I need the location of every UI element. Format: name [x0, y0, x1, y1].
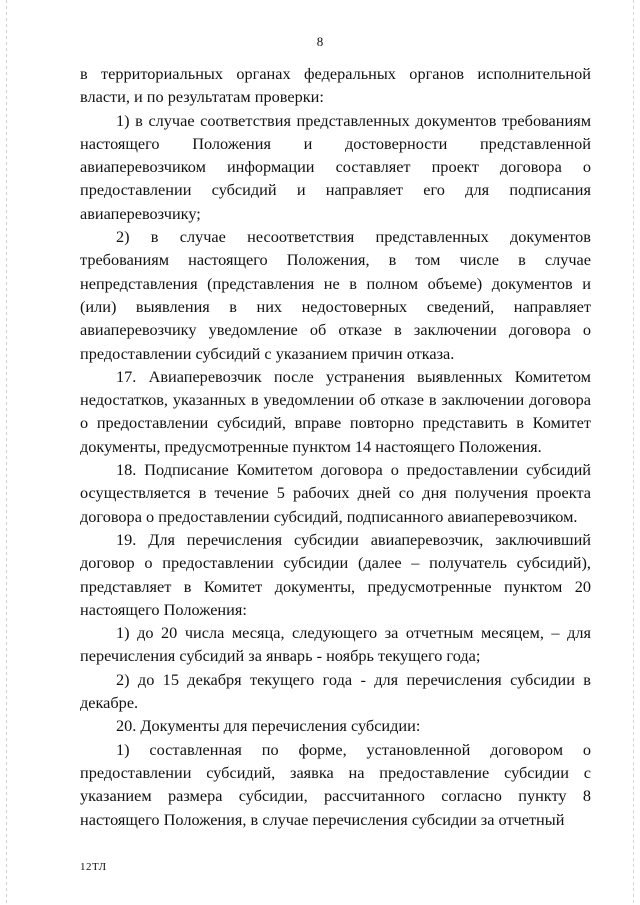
scan-edge-left — [6, 0, 7, 905]
paragraph-clause-17: 17. Авиаперевозчик после устранения выявленных Комитетом недостатков, указанных в уведомлении об отказе в заключении договора о предоставлении субсидий, вправе повторно представить в Комитет документы, предусмотренные пунктом 14 настоящего Положения. — [80, 366, 591, 456]
paragraph-item-2: 2) в случае несоответствия представленных документов требованиям настоящего Положения, в том числе в случае непредставления (представления не в полном объеме) документов и (или) выявления в них недостоверных сведений, направляет авиаперевозчику уведомление об отказе в заключении договора о предоставлении субсидий с указанием причин отказа. — [80, 227, 591, 363]
scan-edge-right — [633, 0, 634, 905]
paragraph-clause-19-item-2: 2) до 15 декабря текущего года - для перечисления субсидии в декабре. — [80, 669, 591, 713]
paragraph-clause-19-item-1: 1) до 20 числа месяца, следующего за отчетным месяцем, – для перечисления субсидий за январь - ноябрь текущего года; — [80, 623, 591, 666]
footer-code: 12ТЛ — [80, 861, 107, 873]
paragraph-clause-18: 18. Подписание Комитетом договора о предоставлении субсидий осуществляется в течение 5 рабочих дней со дня получения проекта договора о предоставлении субсидий, подписанного авиаперевозчиком. — [80, 460, 591, 526]
paragraph-clause-19: 19. Для перечисления субсидии авиаперевозчик, заключивший договор о предоставлении субсидии (далее – получатель субсидий), представляет в Комитет документы, предусмотренные пунктом 20 настоящего Положения: — [80, 529, 591, 619]
paragraph-item-1: 1) в случае соответствия представленных документов требованиям настоящего Положения и достоверности представленной авиаперевозчиком информации составляет проект договора о предоставлении субсидий и направляет его для подписания авиаперевозчику; — [80, 110, 591, 223]
paragraph-clause-20: 20. Документы для перечисления субсидии: — [116, 716, 421, 736]
paragraph-clause-20-item-1: 1) составленная по форме, установленной договором о предоставлении субсидий, заявка на предоставление субсидии с указанием размера субсидии, рассчитанного согласно пункту 8 настоящего Положения, в случае перечисления субсидии за отчетный — [80, 739, 591, 829]
document-body — [80, 62, 591, 831]
paragraph-intro: в территориальных органах федеральных органов исполнительной власти, и по результатам проверки: — [80, 64, 591, 107]
page-number: 8 — [316, 34, 324, 49]
